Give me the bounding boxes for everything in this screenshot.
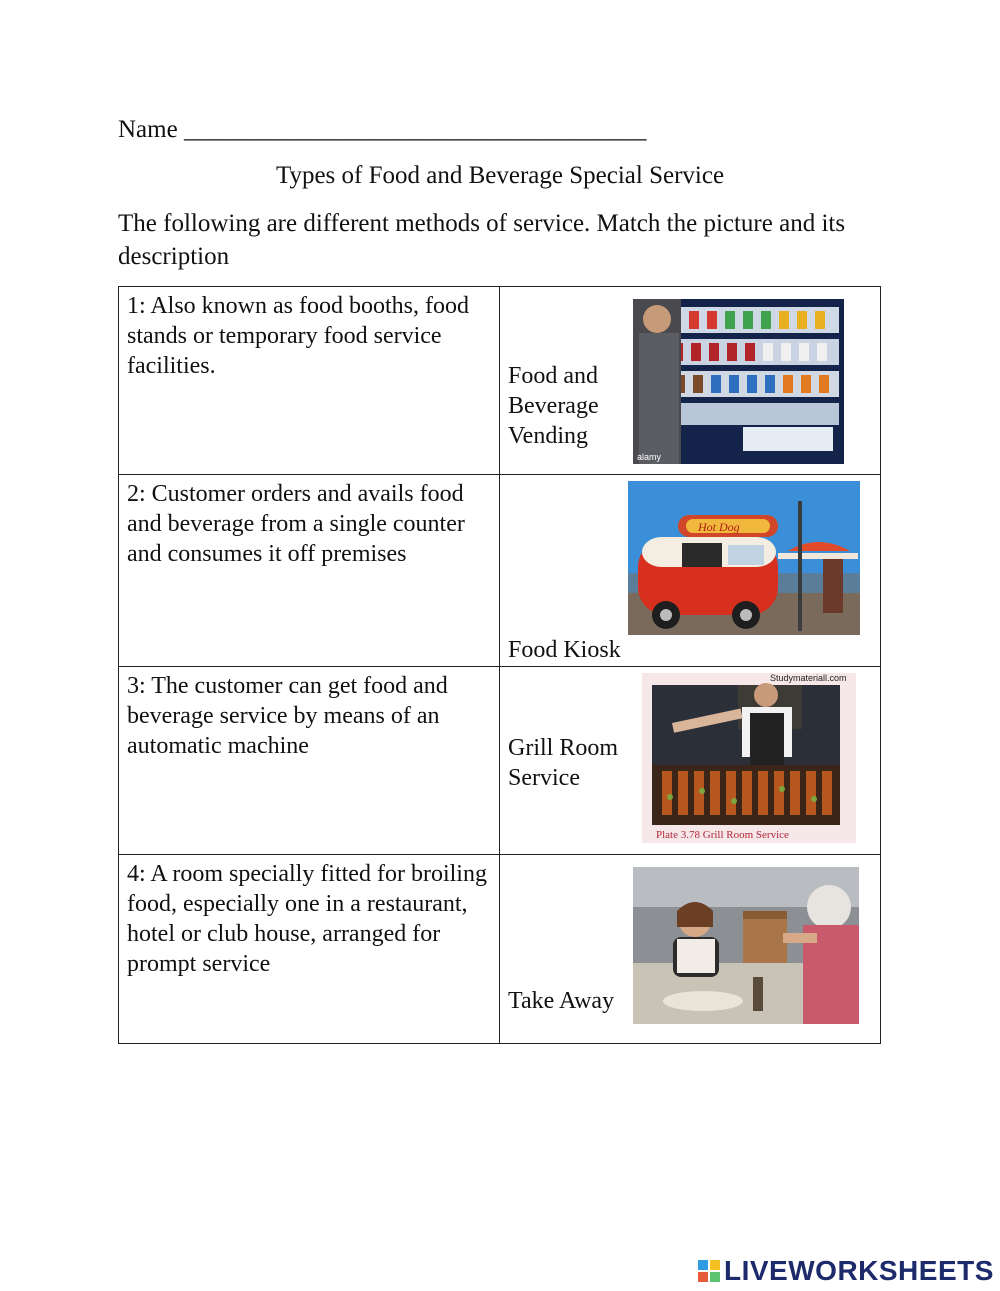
take-away-photo: [633, 867, 859, 1024]
photo-caption: Plate 3.78 Grill Room Service: [656, 829, 789, 841]
document-title: Types of Food and Beverage Special Service: [275, 162, 725, 189]
matching-table: [118, 286, 881, 1044]
picture-cell: [500, 667, 881, 855]
service-label: Food and Beverage Vending: [508, 363, 599, 449]
picture-cell: [500, 475, 881, 667]
table-row: [119, 287, 881, 475]
service-label: Food Kiosk: [508, 637, 621, 663]
photo-watermark: Studymateriall.com: [770, 673, 847, 683]
description-text: 3: The customer can get food and beverage service by means of an automatic machine: [127, 673, 448, 759]
description-cell: [119, 475, 500, 667]
picture-cell: [500, 855, 881, 1044]
name-field: [118, 116, 646, 144]
description-cell: [119, 287, 500, 475]
name-label: Name: [118, 116, 178, 143]
vending-machine-photo: [633, 299, 844, 464]
name-blank: _____________________________________: [183, 116, 647, 143]
service-label: Take Away: [508, 988, 615, 1014]
brand-name: LIVEWORKSHEETS: [724, 1255, 994, 1286]
description-text: 1: Also known as food booths, food stands or temporary food service facilities.: [127, 293, 469, 379]
table-row: [119, 475, 881, 667]
liveworksheets-logo: [698, 1257, 994, 1285]
description-text: 2: Customer orders and avails food and beverage from a single counter and consumes it off premises: [127, 481, 465, 567]
photo-caption: Hot Dog: [698, 520, 740, 534]
service-label: Grill Room Service: [508, 735, 619, 791]
photo-caption: alamy: [637, 452, 662, 462]
description-text: 4: A room specially fitted for broiling food, especially one in a restaurant, hotel or club house, arranged for prompt service: [127, 861, 487, 977]
table-row: [119, 855, 881, 1044]
grill-room-photo: [642, 673, 856, 843]
picture-cell: [500, 287, 881, 475]
food-truck-photo: [628, 481, 860, 635]
table-row: [119, 667, 881, 855]
description-cell: [119, 667, 500, 855]
instructions: The following are different methods of service. Match the picture and its description: [118, 210, 846, 270]
description-cell: [119, 855, 500, 1044]
logo-grid-icon: [698, 1260, 720, 1282]
